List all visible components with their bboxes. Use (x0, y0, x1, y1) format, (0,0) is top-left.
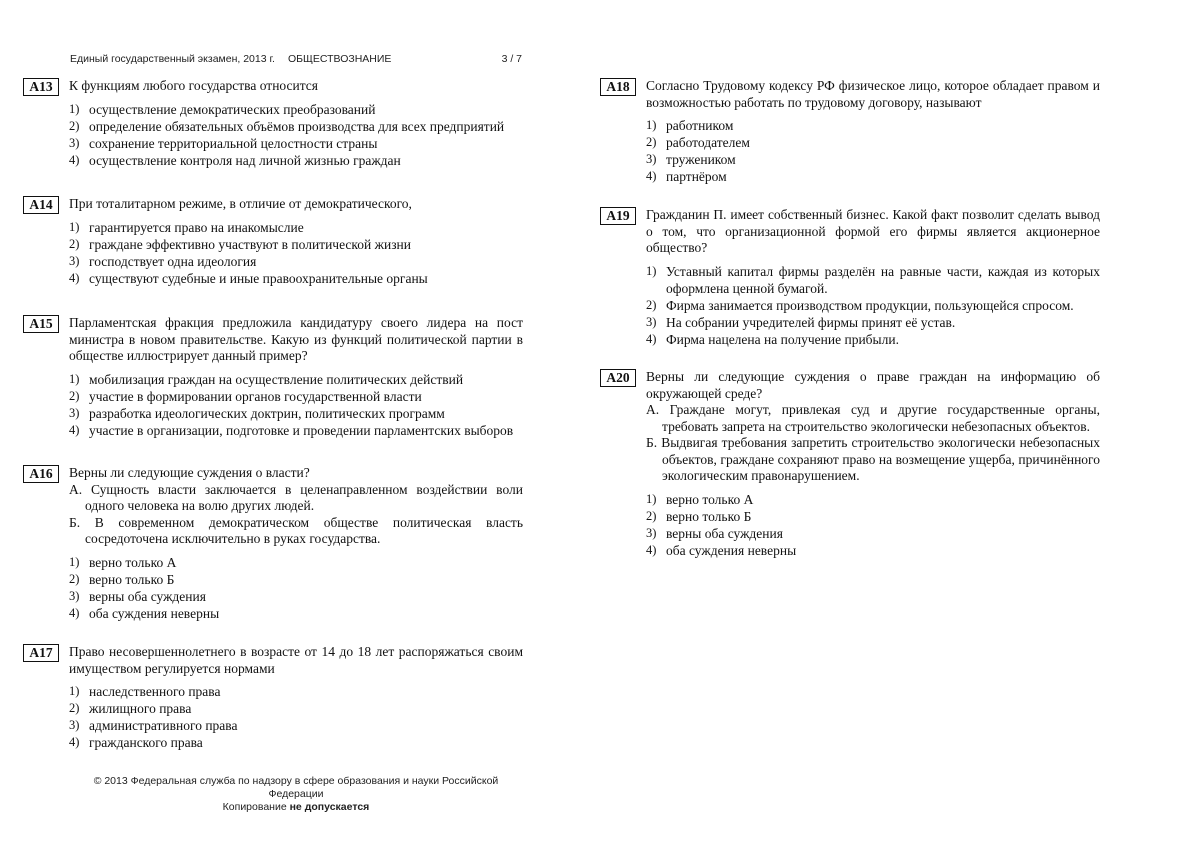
question-text: Верны ли следующие суждения о власти? (69, 465, 310, 480)
options-list (69, 101, 523, 169)
option-number: 3) (69, 588, 80, 603)
option-text: верно только Б (89, 571, 175, 587)
options-list (69, 219, 523, 287)
option-text: работником (666, 118, 734, 133)
option-text: гарантируется право на инакомыслие (89, 219, 304, 235)
copyright-line: © 2013 Федеральная служба по надзору в сфере образования и науки Российской Федерации (93, 775, 499, 800)
option-text: верно только А (89, 554, 177, 570)
option-text: Уставный капитал фирмы разделён на равные части, каждая из которых оформлена ценной бумагой. (666, 263, 1100, 296)
question-number-box: A15 (23, 315, 59, 333)
question-body (69, 644, 523, 751)
option-number: 4) (646, 169, 657, 183)
option (646, 151, 1100, 168)
option (69, 700, 523, 717)
question (23, 465, 523, 622)
copy-notice-bold: не допускается (289, 801, 370, 813)
option (646, 542, 1100, 559)
question-number-box: A18 (600, 78, 636, 96)
option (646, 168, 1100, 185)
statement: Б. В современном демократическом обществе политическая власть сосредоточена исключительно в руках государства. (69, 514, 523, 546)
statement: А. Сущность власти заключается в целенаправленном воздействии воли одного человека на волю других людей. (69, 481, 523, 513)
options-list (69, 371, 523, 439)
option-text: оба суждения неверны (666, 542, 797, 558)
question (23, 196, 523, 287)
option-text: мобилизация граждан на осуществление политических действий (89, 371, 464, 387)
option-text: участие в формировании органов государственной власти (89, 388, 422, 404)
option-text: верны оба суждения (89, 588, 206, 604)
option-text: господствует одна идеология (89, 253, 257, 269)
option-number: 2) (69, 571, 80, 586)
option (69, 371, 523, 388)
question-text: При тоталитарном режиме, в отличие от демократического, (69, 196, 412, 211)
option-text: верно только А (666, 491, 754, 507)
option-text: верно только Б (666, 508, 752, 524)
options-list (646, 117, 1100, 185)
option (69, 405, 523, 422)
subject-title: ОБЩЕСТВОЗНАНИЕ (288, 53, 392, 65)
option (69, 422, 523, 439)
option-text: разработка идеологических доктрин, политических программ (89, 405, 445, 421)
option-number: 4) (69, 735, 80, 749)
option-text: партнёром (666, 169, 727, 184)
option-number: 4) (69, 605, 80, 620)
question-text: Парламентская фракция предложила кандидатуру своего лидера на пост министра в новом правительстве. Какую из функций политической партии в обществе иллюстрирует данный пример? (69, 315, 523, 363)
question (600, 369, 1100, 559)
option-text: граждане эффективно участвуют в политической жизни (89, 236, 411, 252)
option-number: 4) (69, 422, 80, 437)
option (646, 117, 1100, 134)
question-body (69, 196, 523, 287)
option-number: 1) (646, 263, 657, 278)
option-text: Фирма занимается производством продукции, пользующейся спросом. (666, 297, 1074, 313)
option-number: 2) (69, 236, 80, 251)
option-text: наследственного права (89, 684, 221, 699)
option-text: сохранение территориальной целостности страны (89, 135, 378, 151)
option-number: 3) (69, 253, 80, 268)
option-number: 2) (69, 701, 80, 715)
option-number: 2) (69, 388, 80, 403)
option (69, 734, 523, 751)
option-text: участие в организации, подготовке и проведении парламентских выборов (89, 422, 514, 438)
option (69, 219, 523, 236)
option-text: осуществление демократических преобразований (89, 101, 376, 117)
option (69, 554, 523, 571)
footer (70, 775, 522, 814)
exam-title: Единый государственный экзамен, 2013 г. (70, 53, 275, 65)
page-header (70, 53, 522, 69)
question-body (646, 369, 1100, 559)
option (69, 101, 523, 118)
question-body (69, 315, 523, 439)
option (69, 717, 523, 734)
options-list (69, 683, 523, 751)
option (646, 331, 1100, 348)
option-text: осуществление контроля над личной жизнью граждан (89, 152, 401, 168)
option (69, 588, 523, 605)
option-number: 3) (69, 405, 80, 420)
question (23, 644, 523, 751)
option-number: 1) (69, 371, 80, 386)
question-body (69, 78, 523, 169)
option-number: 1) (646, 491, 657, 506)
option (69, 253, 523, 270)
option-number: 3) (646, 152, 657, 166)
option (69, 152, 523, 169)
option (69, 135, 523, 152)
question-text: Верны ли следующие суждения о праве граждан на информацию об окружающей среде? (646, 369, 1100, 401)
option (69, 571, 523, 588)
option-number: 1) (646, 118, 657, 132)
option-number: 1) (69, 101, 80, 116)
option-number: 1) (69, 219, 80, 234)
option-text: Фирма нацелена на получение прибыли. (666, 331, 899, 347)
option (69, 605, 523, 622)
option-number: 3) (646, 314, 657, 329)
option-text: жилищного права (89, 701, 192, 716)
option-text: На собрании учредителей фирмы принят её устав. (666, 314, 956, 330)
option-number: 4) (69, 152, 80, 167)
option-number: 3) (69, 135, 80, 150)
statement: Б. Выдвигая требования запретить строительство экологически небезопасных объектов, граждане сохраняют право на возмещение ущерба, причинённого экологическим правонарушением. (646, 435, 1100, 483)
question-text: Право несовершеннолетнего в возрасте от 14 до 18 лет распоряжаться своим имуществом регулируется нормами (69, 644, 523, 676)
option-number: 1) (69, 684, 80, 698)
option-text: гражданского права (89, 735, 203, 750)
question (23, 315, 523, 439)
option (646, 508, 1100, 525)
options-list (69, 554, 523, 622)
option-number: 4) (646, 331, 657, 346)
question-number-box: A14 (23, 196, 59, 214)
option-number: 3) (69, 718, 80, 732)
option (69, 683, 523, 700)
options-list (646, 263, 1100, 348)
option-text: работодателем (666, 135, 750, 150)
option-number: 3) (646, 525, 657, 540)
question-number-box: A19 (600, 207, 636, 225)
option (69, 388, 523, 405)
option-text: оба суждения неверны (89, 605, 220, 621)
option (646, 525, 1100, 542)
statement: А. Граждане могут, привлекая суд и другие государственные органы, требовать запрета на строительство экологически небезопасных объектов. (646, 402, 1100, 434)
option-text: определение обязательных объёмов производства для всех предприятий (89, 118, 505, 134)
option-text: верны оба суждения (666, 525, 783, 541)
option (646, 314, 1100, 331)
option-number: 4) (646, 542, 657, 557)
question-body (646, 78, 1100, 185)
option-text: тружеником (666, 152, 736, 167)
question-text: Гражданин П. имеет собственный бизнес. Какой факт позволит сделать вывод о том, что организационной формой его фирмы является акционерное общество? (646, 207, 1100, 255)
option-text: административного права (89, 718, 238, 733)
option-number: 2) (646, 297, 657, 312)
question-number-box: A13 (23, 78, 59, 96)
option (646, 491, 1100, 508)
question-body (646, 207, 1100, 348)
option (646, 134, 1100, 151)
option (69, 118, 523, 135)
question (600, 207, 1100, 348)
option-number: 4) (69, 270, 80, 285)
question-text: Согласно Трудовому кодексу РФ физическое лицо, которое обладает правом и возможностью работать по трудовому договору, называют (646, 78, 1100, 110)
option (646, 297, 1100, 314)
copy-notice (70, 801, 522, 814)
question-text: К функциям любого государства относится (69, 78, 318, 93)
option (646, 263, 1100, 297)
option-text: существуют судебные и иные правоохранительные органы (89, 270, 428, 286)
option-number: 2) (69, 118, 80, 133)
question (23, 78, 523, 169)
option (69, 236, 523, 253)
option-number: 2) (646, 135, 657, 149)
option-number: 1) (69, 554, 80, 569)
question-body (69, 465, 523, 622)
question-number-box: A20 (600, 369, 636, 387)
copy-notice-prefix: Копирование (222, 801, 287, 813)
options-list (646, 491, 1100, 559)
question-number-box: A16 (23, 465, 59, 483)
page-number: 3 / 7 (501, 53, 522, 65)
question-number-box: A17 (23, 644, 59, 662)
option-number: 2) (646, 508, 657, 523)
option (69, 270, 523, 287)
question (600, 78, 1100, 185)
